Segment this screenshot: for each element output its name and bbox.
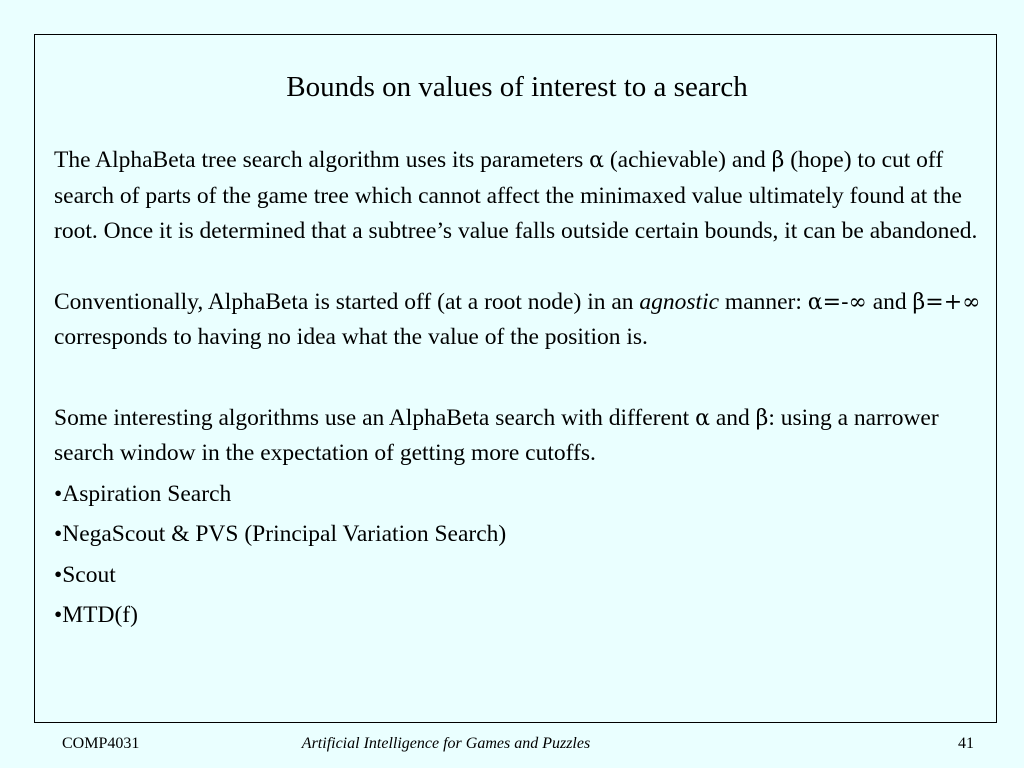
alpha-symbol: α (589, 148, 604, 173)
alpha-expression: α=-∞ (807, 289, 867, 315)
emphasis-agnostic: agnostic (639, 288, 720, 315)
slide-title: Bounds on values of interest to a search (286, 71, 748, 103)
bullet-scout: •Scout (54, 561, 116, 588)
footer-course-title: Artificial Intelligence for Games and Puzzles (301, 735, 591, 752)
text-segment: The AlphaBeta tree search algorithm uses its parameters (54, 147, 590, 173)
text-segment: (achievable) and (603, 147, 772, 173)
footer-page-number: 41 (958, 735, 974, 752)
text-segment: Conventionally, AlphaBeta is started off (at a root node) in an (54, 288, 640, 315)
bullet-negascout-pvs: •NegaScout & PVS (Principal Variation Search) (54, 521, 507, 547)
text-segment: and (866, 288, 913, 315)
beta-expression: β=+∞ (912, 289, 981, 315)
footer-course-code: COMP4031 (62, 735, 140, 752)
text-segment: corresponds to having no idea what the value of the position is. (54, 324, 648, 350)
paragraph-alphabeta-intro (54, 143, 984, 250)
text-segment: (hope) to cut off search of parts of the game tree which cannot affect the minimaxed value ultimately found at the root. Once it is determined that a subtree’s value falls outside certain bounds, it can be abandoned. (54, 147, 978, 244)
text-segment: : using a narrower search window in the expectation of getting more cutoffs. (54, 404, 939, 466)
text-segment: manner: (719, 288, 808, 315)
beta-symbol: β (755, 405, 769, 431)
beta-symbol: β (771, 148, 785, 173)
alpha-symbol: α (695, 405, 710, 431)
paragraph-narrow-window (54, 401, 984, 472)
bullet-aspiration-search: •Aspiration Search (54, 480, 232, 507)
paragraph-agnostic-start (54, 285, 984, 356)
text-segment: Some interesting algorithms use an AlphaBeta search with different (54, 404, 696, 431)
bullet-mtdf: •MTD(f) (54, 602, 138, 628)
slide-content (54, 143, 984, 634)
text-segment: and (709, 404, 756, 431)
